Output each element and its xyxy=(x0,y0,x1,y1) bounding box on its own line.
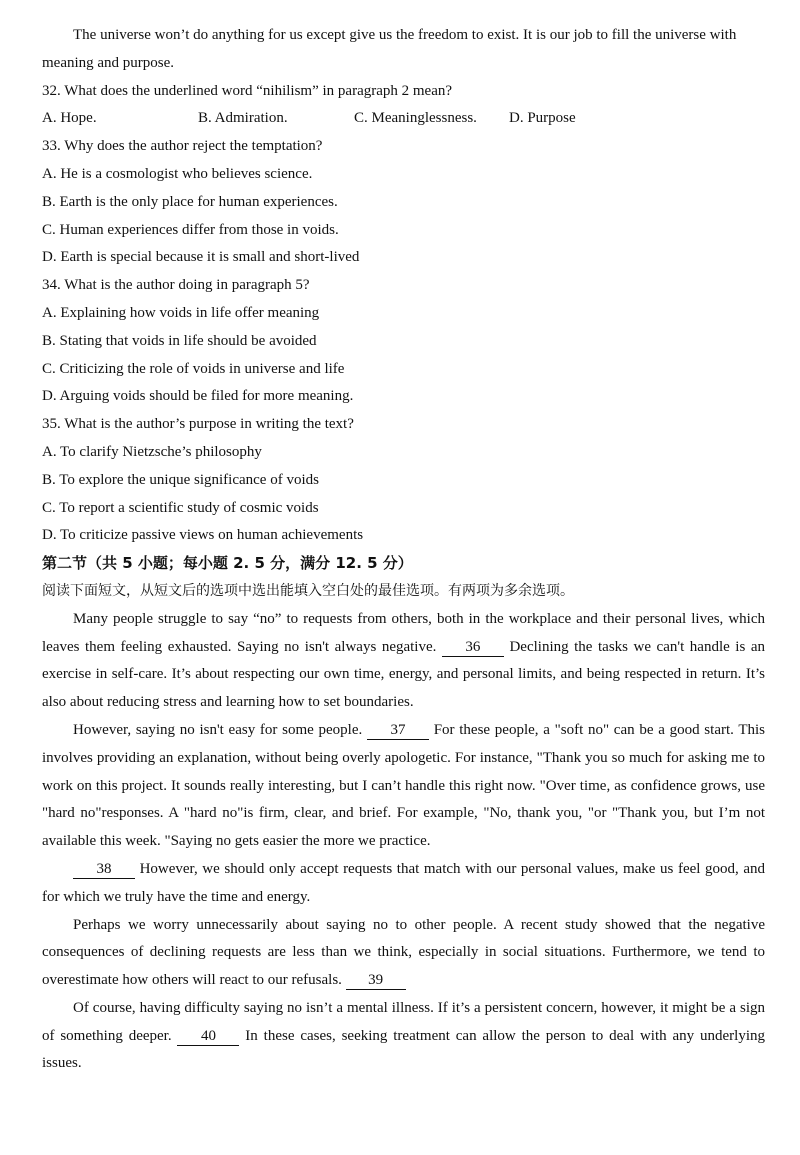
passage-paragraph-5 xyxy=(42,995,765,1078)
blank-37[interactable]: 37 xyxy=(367,721,429,740)
question-34-option-a[interactable]: A. Explaining how voids in life offer meaning xyxy=(42,304,320,321)
blank-38[interactable]: 38 xyxy=(73,860,135,879)
question-32-options xyxy=(42,105,765,133)
section-instruction: 阅读下面短文，从短文后的选项中选出能填入空白处的最佳选项。有两项为多余选项。 xyxy=(42,582,574,599)
passage-paragraph-3 xyxy=(42,856,765,912)
exam-page xyxy=(42,22,765,1078)
passage-paragraph-1 xyxy=(42,606,765,717)
p3-text: However, we should only accept requests that match with our personal values, make us feel good, and for which we truly have the time and energy. xyxy=(42,860,765,905)
question-32-option-b[interactable]: B. Admiration. xyxy=(198,110,288,127)
p5-text-a: Of course, having difficulty saying no isn’t a mental illness. If it’s a persistent concern, however, it might be a sign of something deeper. xyxy=(42,999,765,1044)
question-32-stem: 32. What does the underlined word “nihilism” in paragraph 2 mean? xyxy=(42,82,453,99)
question-34-option-c[interactable]: C. Criticizing the role of voids in universe and life xyxy=(42,360,345,377)
question-34-stem: 34. What is the author doing in paragraph 5? xyxy=(42,277,310,294)
question-35-stem: 35. What is the author’s purpose in writing the text? xyxy=(42,416,354,433)
question-35-option-c[interactable]: C. To report a scientific study of cosmic voids xyxy=(42,499,319,516)
intro-line-1: The universe won’t do anything for us except give us the freedom to exist. It is our job to fill the universe with xyxy=(73,27,737,43)
blank-39[interactable]: 39 xyxy=(346,971,406,990)
p5-text-b: In these cases, seeking treatment can allow the person to deal with any underlying issues. xyxy=(42,1027,765,1072)
blank-40[interactable]: 40 xyxy=(177,1027,239,1046)
question-33-stem: 33. Why does the author reject the temptation? xyxy=(42,138,323,155)
passage-paragraph-2 xyxy=(42,717,765,856)
p4-text: Perhaps we worry unnecessarily about saying no to other people. A recent study showed that the negative consequences of declining requests are less than we think, especially in social situations. Furthermore, we tend to overestimate how others will react to our refusals. xyxy=(42,916,765,989)
question-32-option-a[interactable]: A. Hope. xyxy=(42,110,97,127)
question-33-option-b[interactable]: B. Earth is the only place for human experiences. xyxy=(42,193,338,210)
question-33-option-c[interactable]: C. Human experiences differ from those in voids. xyxy=(42,221,339,238)
p1-text-b: Declining the tasks we can't handle is an exercise in self-care. It’s about respecting our own time, energy, and personal limits, and being respected in return. It’s also about reducing stress and learning how to set boundaries. xyxy=(42,638,765,711)
p1-text-a: Many people struggle to say “no” to requests from others, both in the workplace and their personal lives, which leaves them feeling exhausted. Saying no isn't always negative. xyxy=(42,610,765,655)
question-33-option-a[interactable]: A. He is a cosmologist who believes science. xyxy=(42,165,313,182)
section-title: 第二节（共 5 小题；每小题 2. 5 分，满分 12. 5 分） xyxy=(42,554,413,573)
question-33-option-d[interactable]: D. Earth is special because it is small and short-lived xyxy=(42,249,360,266)
question-34-option-b[interactable]: B. Stating that voids in life should be avoided xyxy=(42,332,317,349)
blank-36[interactable]: 36 xyxy=(442,638,504,657)
p2-text-a: However, saying no isn't easy for some people. xyxy=(73,721,367,738)
passage-paragraph-4 xyxy=(42,912,765,995)
question-35-option-b[interactable]: B. To explore the unique significance of voids xyxy=(42,471,319,488)
question-32-option-c[interactable]: C. Meaninglessness. xyxy=(354,110,477,127)
p2-text-b: For these people, a "soft no" can be a good start. This involves providing an explanation, without being overly apologetic. For instance, "Thank you so much for asking me to work on this project. It sounds really interesting, but I can’t handle this right now. "Over time, as confidence grows, use "hard no"responses. A "hard no"is firm, clear, and brief. For example, "No, thank you, "or "Thank you, but I’m not available this week. "Saying no gets easier the more we practice. xyxy=(42,721,766,850)
question-35-option-a[interactable]: A. To clarify Nietzsche’s philosophy xyxy=(42,443,262,460)
question-35-option-d[interactable]: D. To criticize passive views on human achievements xyxy=(42,527,364,544)
question-34-option-d[interactable]: D. Arguing voids should be filed for more meaning. xyxy=(42,388,354,405)
question-32-option-d[interactable]: D. Purpose xyxy=(509,110,576,127)
intro-line-2: meaning and purpose. xyxy=(42,54,175,71)
